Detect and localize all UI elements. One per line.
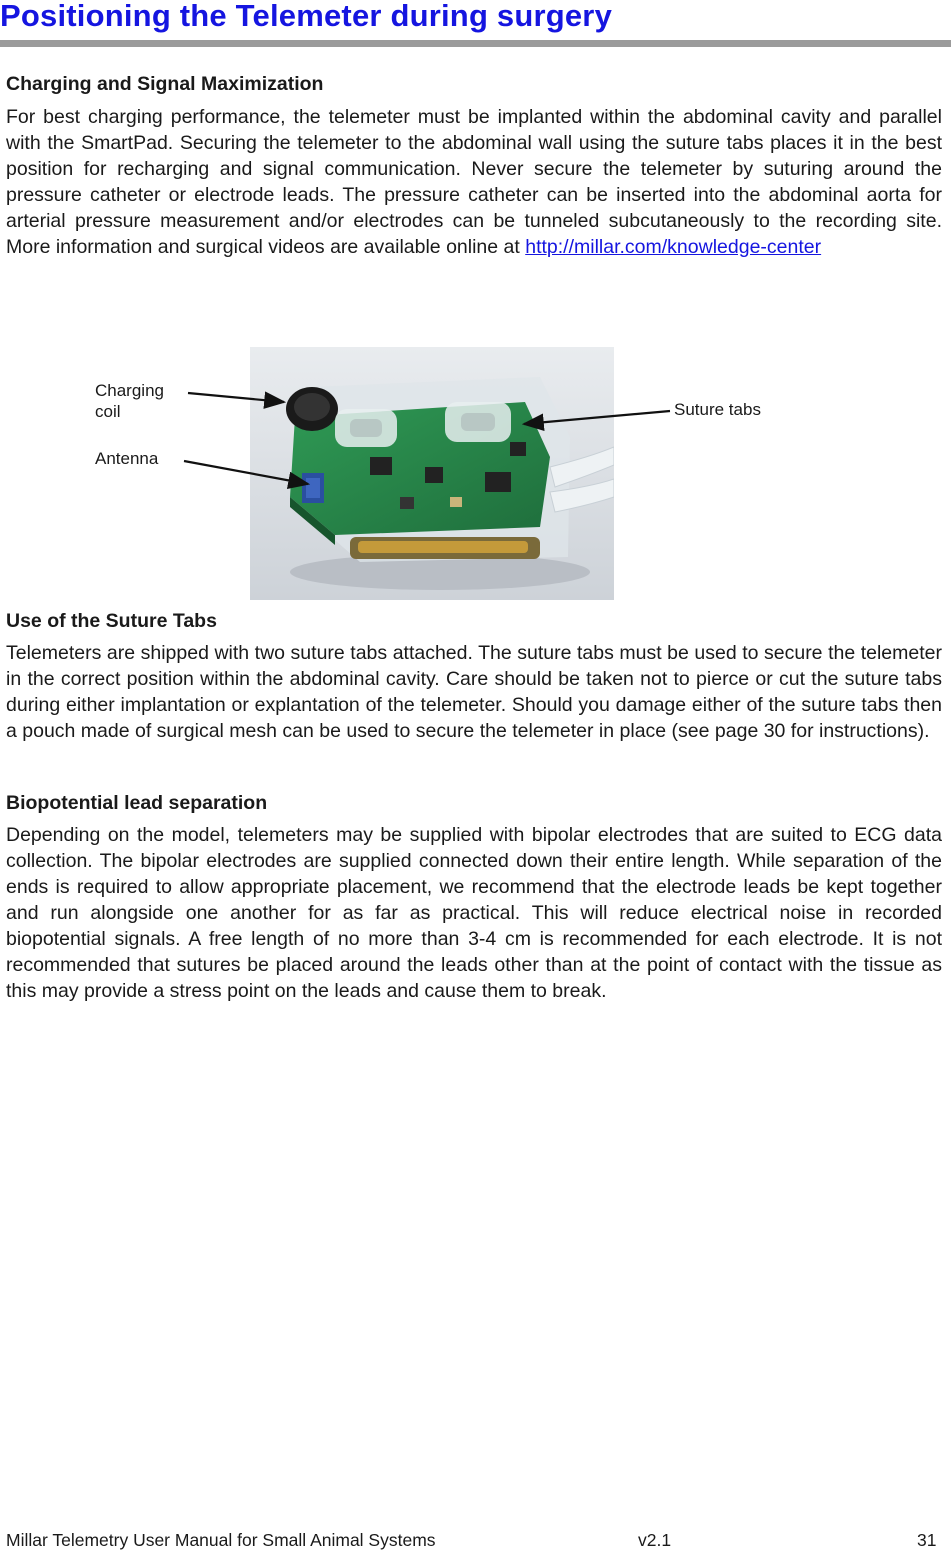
footer-page-number: 31 <box>917 1530 937 1550</box>
title-rule <box>0 40 951 47</box>
heading-suture-tabs: Use of the Suture Tabs <box>6 610 217 632</box>
telemeter-photo <box>250 347 614 600</box>
label-charging-coil <box>95 380 164 422</box>
paragraph-suture-tabs: Telemeters are shipped with two suture tabs attached. The suture tabs must be used to secure the telemeter in the correct position within the abdominal cavity. Care should be taken not to pierce or cut the suture tabs during either implantation or explantation of the telemeter. Should you damage either of the suture tabs then a pouch made of surgical mesh can be used to secure the telemeter in place (see page 30 for instructions). <box>6 642 942 742</box>
paragraph-charging-text: For best charging performance, the telemeter must be implanted within the abdominal cavity and parallel with the SmartPad. Securing the telemeter to the abdominal wall using the suture tabs places it in the best position for recharging and signal communication. Never secure the telemeter by suturing around the pressure catheter or electrode leads. The pressure catheter can be inserted into the abdominal aorta for arterial pressure measurement and/or electrodes can be tunneled subcutaneously to the recording site. More information and surgical videos are available online at <box>6 106 942 258</box>
label-suture-tabs: Suture tabs <box>674 400 761 419</box>
paragraph-biopotential: Depending on the model, telemeters may be supplied with bipolar electrodes that are suited to ECG data collection. The bipolar electrodes are supplied connected down their entire length. While separation of the ends is required to allow appropriate placement, we recommend that the electrode leads be kept together and run alongside one another for as far as practical. This will reduce electrical noise in recorded biopotential signals. A free length of no more than 3-4 cm is recommended for each electrode. It is not recommended that sutures be placed around the leads other than at the point of contact with the tissue as this may provide a stress point on the leads and cause them to break. <box>6 824 942 1002</box>
paragraph-charging <box>6 104 942 260</box>
footer-version: v2.1 <box>638 1530 672 1550</box>
label-charging-coil-line2: coil <box>95 402 121 421</box>
heading-biopotential: Biopotential lead separation <box>6 792 268 814</box>
label-antenna: Antenna <box>95 449 159 468</box>
knowledge-center-link[interactable]: http://millar.com/knowledge-center <box>525 236 822 258</box>
heading-charging: Charging and Signal Maximization <box>6 73 324 95</box>
label-charging-coil-line1: Charging <box>95 381 164 400</box>
footer-doc-title: Millar Telemetry User Manual for Small Animal Systems <box>6 1530 436 1550</box>
page-title: Positioning the Telemeter during surgery <box>0 0 613 33</box>
